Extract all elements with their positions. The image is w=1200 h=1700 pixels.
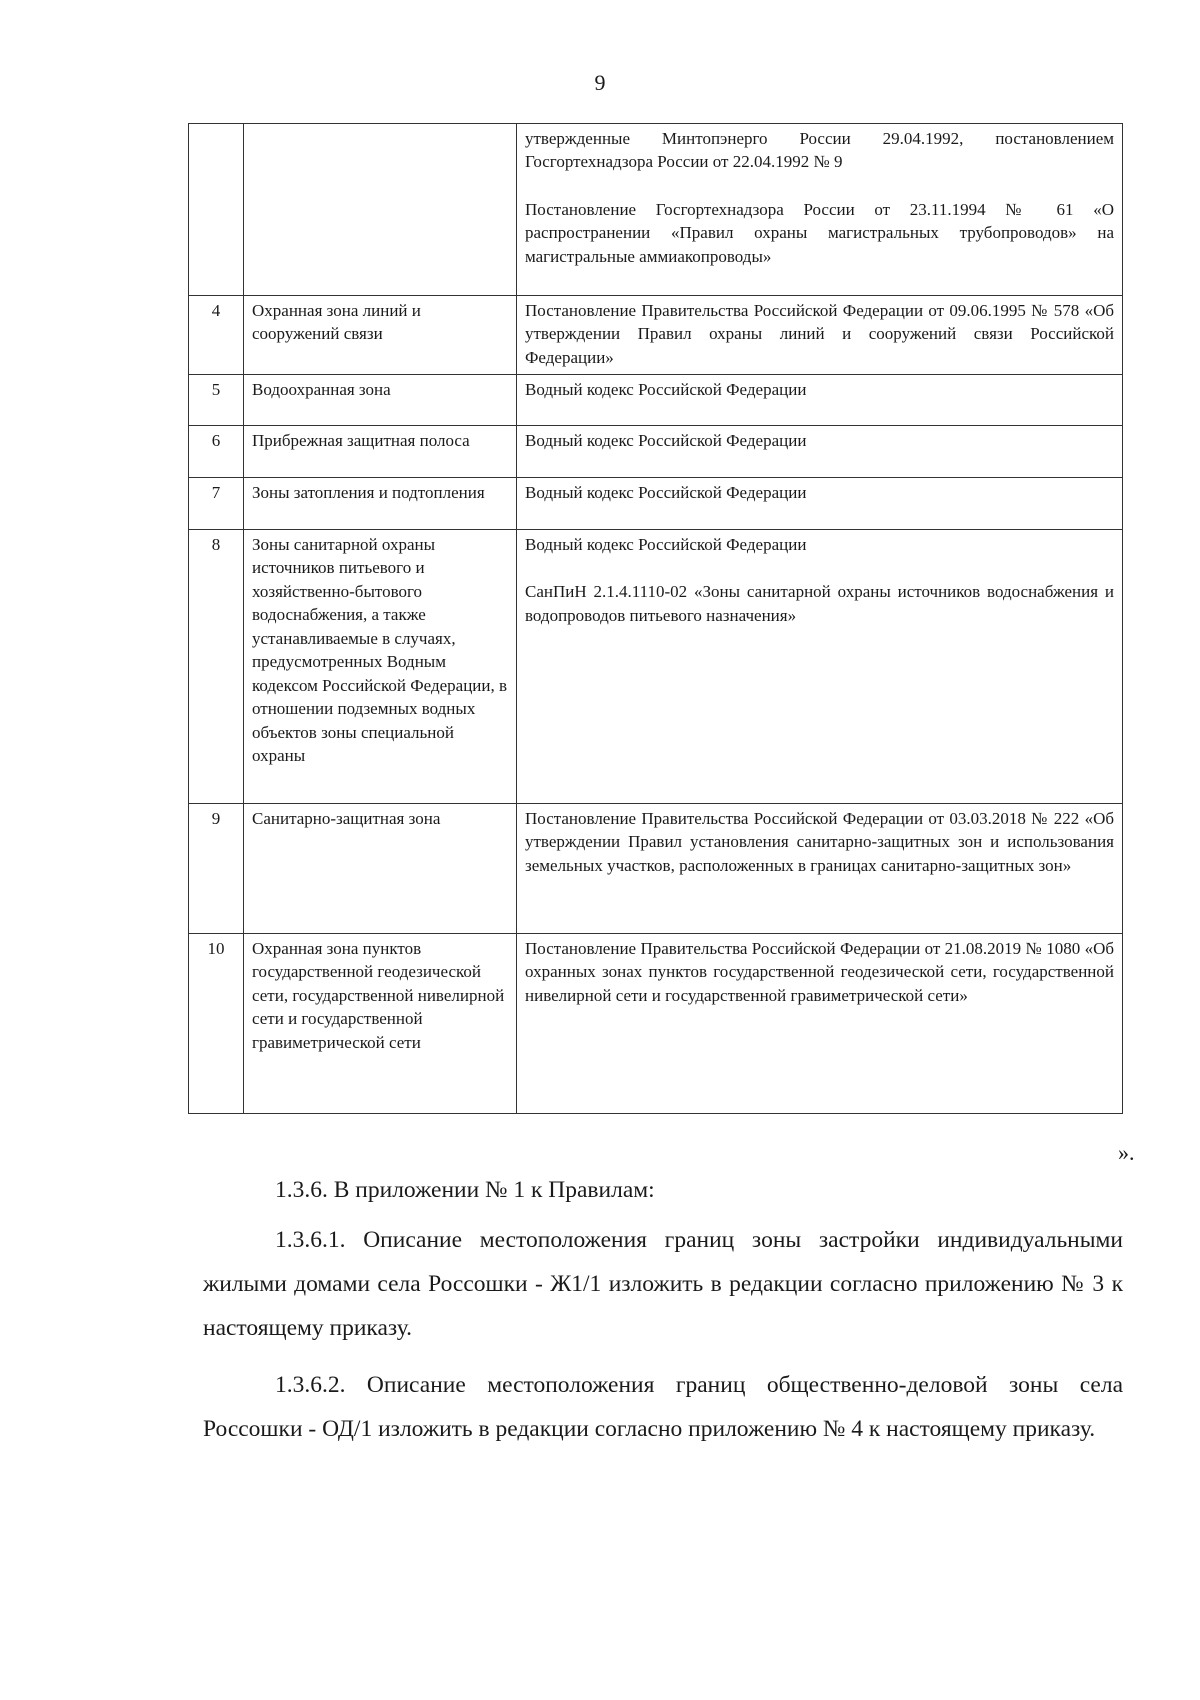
amendment-paragraph	[203, 1218, 1123, 1356]
table-row	[189, 478, 1123, 530]
zone-name: Охранная зона пунктов государственной геодезической сети, государственной нивелирной сети и государственной гравиметрической сети	[244, 934, 517, 1114]
row-number: 9	[189, 804, 244, 934]
amendment-heading	[203, 1168, 1123, 1218]
zone-name: Зоны затопления и подтопления	[244, 478, 517, 530]
row-number: 6	[189, 426, 244, 478]
row-number	[189, 124, 244, 296]
paragraph-text: 1.3.6. В приложении № 1 к Правилам:	[275, 1177, 655, 1203]
legal-basis-paragraph: Постановление Госгортехнадзора России от 23.11.1994 № 61 «О распространении «Правил охраны магистральных трубопроводов» на магистральные аммиакопроводы»	[525, 199, 1114, 266]
legal-basis-paragraph: Постановление Правительства Российской Федерации от 09.06.1995 № 578 «Об утверждении Правил охраны линий и сооружений связи Российской Федерации»	[525, 301, 1114, 367]
row-number: 7	[189, 478, 244, 530]
table-row	[189, 804, 1123, 934]
legal-basis-paragraph: Водный кодекс Российской Федерации	[525, 380, 807, 399]
table-row	[189, 530, 1123, 804]
amendment-paragraph	[203, 1363, 1123, 1457]
zones-table	[188, 123, 1123, 1114]
table-row	[189, 124, 1123, 296]
legal-basis	[517, 375, 1123, 426]
legal-basis	[517, 804, 1123, 934]
legal-basis	[517, 124, 1123, 296]
zone-name: Зоны санитарной охраны источников питьевого и хозяйственно-бытового водоснабжения, а также устанавливаемые в случаях, предусмотренных Водным кодексом Российской Федерации, в отношении подземных водных объектов зоны специальной охраны	[244, 530, 517, 804]
legal-basis	[517, 426, 1123, 478]
legal-basis-paragraph: Постановление Правительства Российской Федерации от 03.03.2018 № 222 «Об утверждении Правил установления санитарно-защитных зон и использования земельных участков, расположенных в границах санитарно-защитных зон»	[525, 809, 1114, 875]
legal-basis	[517, 934, 1123, 1114]
legal-basis-paragraph: Водный кодекс Российской Федерации	[525, 535, 807, 554]
legal-basis-paragraph: СанПиН 2.1.4.1110-02 «Зоны санитарной охраны источников водоснабжения и водопроводов питьевого назначения»	[525, 582, 1114, 625]
table-row	[189, 296, 1123, 375]
legal-basis	[517, 530, 1123, 804]
paragraph-text: 1.3.6.1. Описание местоположения границ зоны застройки индивидуальными жилыми домами села Россошки - Ж1/1 изложить в редакции согласно приложению № 3 к настоящему приказу.	[203, 1227, 1123, 1341]
legal-basis	[517, 296, 1123, 375]
closing-quote-mark: ».	[1118, 1140, 1135, 1165]
zone-name	[244, 124, 517, 296]
table-row	[189, 375, 1123, 426]
page-number: 9	[594, 70, 606, 95]
table-row	[189, 934, 1123, 1114]
zone-name: Санитарно-защитная зона	[244, 804, 517, 934]
zone-name: Охранная зона линий и сооружений связи	[244, 296, 517, 375]
paragraph-text: 1.3.6.2. Описание местоположения границ общественно-деловой зоны села Россошки - ОД/1 изложить в редакции согласно приложению № 4 к настоящему приказу.	[203, 1372, 1123, 1442]
row-number: 5	[189, 375, 244, 426]
legal-basis-paragraph: Водный кодекс Российской Федерации	[525, 483, 807, 502]
zone-name: Прибрежная защитная полоса	[244, 426, 517, 478]
row-number: 8	[189, 530, 244, 804]
row-number: 10	[189, 934, 244, 1114]
legal-basis-paragraph: утвержденные Минтопэнерго России 29.04.1992, постановлением Госгортехнадзора России от 22.04.1992 № 9	[525, 129, 1114, 172]
legal-basis-paragraph: Постановление Правительства Российской Федерации от 21.08.2019 № 1080 «Об охранных зонах пунктов государственной геодезической сети, государственной нивелирной сети и государственной гравиметрической сети»	[525, 939, 1114, 1005]
zone-name: Водоохранная зона	[244, 375, 517, 426]
row-number: 4	[189, 296, 244, 375]
table-row	[189, 426, 1123, 478]
legal-basis	[517, 478, 1123, 530]
legal-basis-paragraph: Водный кодекс Российской Федерации	[525, 431, 807, 450]
